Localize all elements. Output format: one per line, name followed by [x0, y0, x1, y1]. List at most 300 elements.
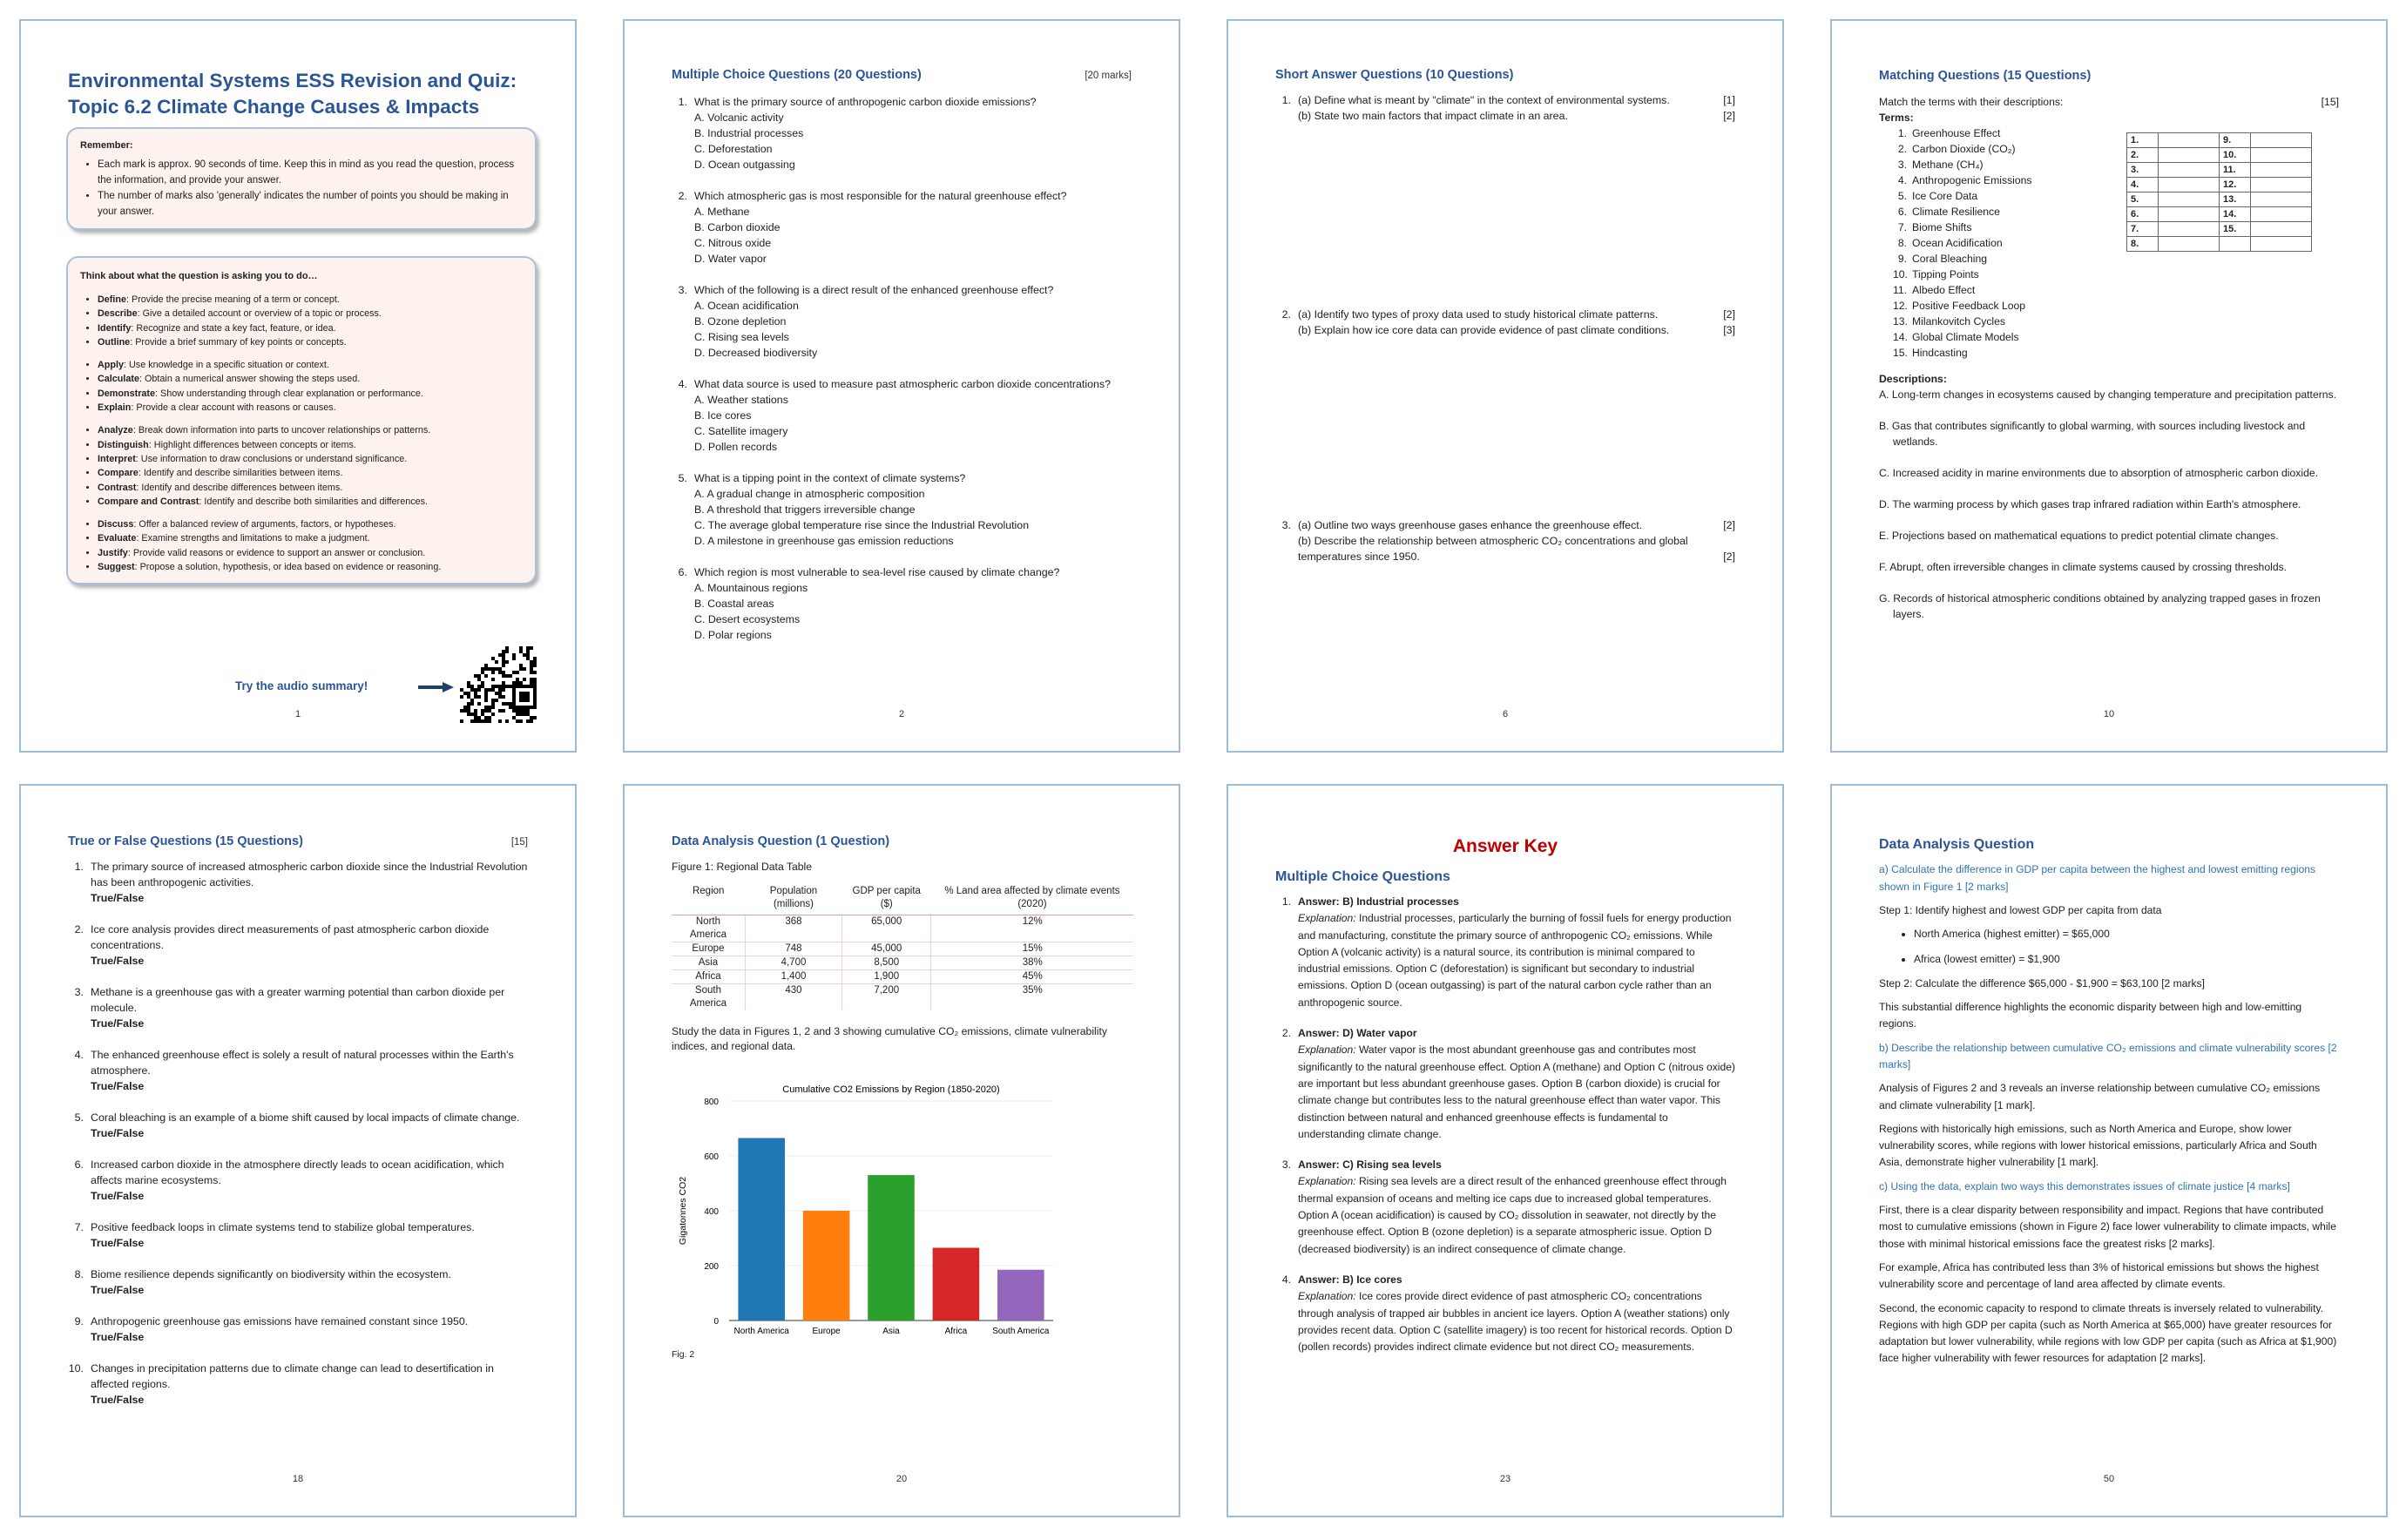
- explanation-text: Ice cores provide direct evidence of past atmospheric CO₂ concentrations through analysis of trapped air bubbles in ancient ice layers. Option A (weather stations) only provides recent data. Option C (satellite imagery) is too recent for historical records. Option D (pollen records) provides indirect climate evidence but not direct CO₂ measurements.: [1298, 1290, 1733, 1354]
- marks-label: [15]: [2321, 96, 2339, 108]
- question-part-text: (b) Explain how ice core data can provide evidence of past climate conditions.: [1298, 324, 1670, 336]
- answer-item: [1275, 894, 1735, 1011]
- bar-asia: [868, 1175, 915, 1320]
- question-part-text: (a) Outline two ways greenhouse gases enhance the greenhouse effect.: [1298, 519, 1643, 531]
- answer-number: 3.: [1281, 1158, 1291, 1172]
- explanation-label: Explanation:: [1298, 1044, 1356, 1057]
- answer-option[interactable]: A. Methane: [694, 206, 750, 218]
- table-header-row: [672, 881, 1133, 915]
- answer-option[interactable]: D. A milestone in greenhouse gas emission reductions: [694, 535, 954, 547]
- question-number: 1.: [74, 861, 84, 873]
- answer-item: [1275, 1025, 1735, 1143]
- explanation-label: Explanation:: [1298, 1290, 1356, 1303]
- table-row: [672, 970, 1133, 984]
- question-part: [1298, 533, 1735, 564]
- paragraph: Analysis of Figures 2 and 3 reveals an inverse relationship between cumulative CO₂ emissions and climate vulnerability [1 mark].: [1879, 1082, 2321, 1111]
- question-part-text: (b) Describe the relationship between atmospheric CO₂ concentrations and global temperatures since 1950.: [1298, 535, 1688, 563]
- answer-grid-cell[interactable]: [2251, 133, 2312, 148]
- question-part-marks: [3]: [1723, 324, 1735, 336]
- answer-option[interactable]: C. Deforestation: [694, 143, 773, 155]
- command-term-name: Evaluate: [98, 533, 137, 544]
- command-term-name: Interpret: [98, 453, 136, 464]
- answer-option[interactable]: D. Polar regions: [694, 629, 772, 641]
- term-number: 13.: [1893, 315, 1908, 328]
- answer-item: [1275, 1272, 1735, 1355]
- spacer: [98, 415, 523, 423]
- answer-option[interactable]: C. Satellite imagery: [694, 425, 788, 437]
- page-number: 10: [2103, 709, 2115, 719]
- command-term-name: Discuss: [98, 519, 134, 530]
- figure-label: Fig. 2: [672, 1349, 695, 1360]
- table-cell: 7,200: [842, 984, 931, 1011]
- question-item: [672, 282, 1132, 361]
- question-part: [1298, 322, 1735, 338]
- answer-grid-cell: 1.: [2127, 133, 2159, 148]
- answer-option[interactable]: D. Pollen records: [694, 441, 778, 453]
- question-a: a) Calculate the difference in GDP per capita between the highest and lowest emitting regions shown in Figure 1 [2 marks]: [1879, 863, 2316, 893]
- question-number: 2.: [678, 190, 687, 202]
- command-term-name: Explain: [98, 402, 132, 414]
- description-item: D. The warming process by which gases trap infrared radiation within Earth's atmosphere.: [1879, 498, 2301, 510]
- command-term-definition: Give a detailed account or overview of a topic or process.: [142, 308, 382, 320]
- term-text: Albedo Effect: [1912, 284, 1976, 296]
- term-number: 9.: [1897, 253, 1907, 265]
- page-number: 20: [895, 1474, 908, 1484]
- true-false-label[interactable]: True/False: [91, 955, 145, 967]
- answer-grid-cell: 15.: [2220, 222, 2251, 237]
- question-text: Which atmospheric gas is most responsible for the natural greenhouse effect?: [694, 190, 1067, 202]
- answer-explanation: [1298, 1042, 1735, 1143]
- true-false-item: [68, 1219, 528, 1251]
- answer-option[interactable]: D. Decreased biodiversity: [694, 347, 818, 359]
- page-1: [19, 19, 577, 753]
- answer-grid-cell[interactable]: [2251, 222, 2312, 237]
- short-answer-question: [1275, 92, 1735, 124]
- answer-option[interactable]: A. Volcanic activity: [694, 111, 784, 124]
- command-term-item: • Define: Provide the precise meaning of a term or concept.: [98, 293, 523, 307]
- true-false-item: [68, 1266, 528, 1298]
- command-term-name: Suggest: [98, 562, 135, 573]
- page-number: 50: [2103, 1474, 2115, 1484]
- section-heading: Short Answer Questions (10 Questions): [1275, 68, 1514, 82]
- true-false-label[interactable]: True/False: [91, 1127, 145, 1139]
- answer-option[interactable]: A. A gradual change in atmospheric composition: [694, 488, 925, 500]
- term-text: Greenhouse Effect: [1912, 127, 2001, 139]
- command-term-name: Describe: [98, 308, 138, 320]
- term-number: 12.: [1893, 300, 1908, 312]
- question-number: 9.: [74, 1315, 84, 1327]
- answer-option[interactable]: B. Ice cores: [694, 409, 752, 422]
- true-false-label[interactable]: True/False: [91, 1284, 145, 1296]
- term-item: [1893, 282, 2339, 298]
- question-item: [672, 564, 1132, 643]
- answer-grid-cell[interactable]: [2159, 163, 2220, 178]
- answer-heading: Answer: B) Industrial processes: [1298, 895, 1459, 908]
- descriptions-heading: Descriptions:: [1879, 373, 1947, 385]
- spacer: [98, 349, 523, 358]
- bullet-item: • Africa (lowest emitter) = $1,900: [1914, 951, 2339, 968]
- short-answer-list: [1275, 82, 1735, 570]
- command-term-definition: Use knowledge in a specific situation or context.: [129, 360, 329, 371]
- answer-grid-cell[interactable]: [2251, 148, 2312, 163]
- command-term-definition: Identify and describe differences between items.: [141, 482, 343, 493]
- term-text: Anthropogenic Emissions: [1912, 174, 2032, 186]
- paragraph: Regions with historically high emissions, such as North America and Europe, show lower vulnerability scores, while regions with lower historical emissions, particularly Africa and South Asia, demonstrate higher vulnerability [1 mark].: [1879, 1122, 2317, 1169]
- command-term-item: • Distinguish: Highlight differences between concepts or items.: [98, 438, 523, 452]
- answer-key-title: Answer Key: [1452, 836, 1558, 856]
- spacer: [98, 509, 523, 517]
- command-term-definition: Offer a balanced review of arguments, factors, or hypotheses.: [139, 519, 396, 530]
- command-term-name: Define: [98, 294, 126, 305]
- term-item: [1893, 251, 2339, 267]
- statement-text: Methane is a greenhouse gas with a greater warming potential than carbon dioxide per molecule.: [91, 986, 505, 1014]
- audio-summary-label: Try the audio summary!: [235, 679, 368, 692]
- term-item: [1893, 329, 2339, 345]
- term-number: 4.: [1897, 174, 1907, 186]
- command-term-definition: Provide valid reasons or evidence to support an answer or conclusion.: [132, 547, 426, 558]
- answer-option[interactable]: D. Ocean outgassing: [694, 159, 795, 171]
- command-term-item: • Outline: Provide a brief summary of key points or concepts.: [98, 335, 523, 349]
- table-cell: 45%: [931, 970, 1133, 984]
- answer-explanation: [1298, 1288, 1735, 1355]
- command-term-definition: Identify and describe both similarities and differences.: [204, 496, 429, 507]
- short-answer-question: [1275, 307, 1735, 338]
- statement-text: Positive feedback loops in climate systems tend to stabilize global temperatures.: [91, 1221, 475, 1233]
- question-text: What is a tipping point in the context of climate systems?: [694, 472, 966, 484]
- answer-explanation: [1298, 1173, 1735, 1257]
- question-number: 5.: [678, 472, 687, 484]
- answer-grid-cell[interactable]: [2159, 237, 2220, 252]
- page-50: [1830, 784, 2388, 1517]
- command-term-item: • Evaluate: Examine strengths and limitations to make a judgment.: [98, 531, 523, 545]
- document-title: Environmental Systems ESS Revision and Quiz: Topic 6.2 Climate Change Causes & Impacts: [68, 70, 517, 118]
- command-term-name: Identify: [98, 322, 132, 334]
- term-text: Ocean Acidification: [1912, 237, 2003, 249]
- answer-grid-cell[interactable]: [2159, 133, 2220, 148]
- table-cell: Africa: [672, 970, 745, 984]
- command-terms-heading: Think about what the question is asking you to do…: [80, 271, 318, 281]
- answer-grid-cell[interactable]: [2251, 237, 2312, 252]
- true-false-label[interactable]: True/False: [91, 1331, 145, 1343]
- question-part-marks: [1]: [1723, 94, 1735, 106]
- term-text: Positive Feedback Loop: [1912, 300, 2026, 312]
- term-text: Ice Core Data: [1912, 190, 1978, 202]
- answer-grid-cell: 11.: [2220, 163, 2251, 178]
- description-item: C. Increased acidity in marine environments due to absorption of atmospheric carbon dioxide.: [1879, 467, 2319, 479]
- true-false-label[interactable]: True/False: [91, 1190, 145, 1202]
- command-term-item: • Compare and Contrast: Identify and describe both similarities and differences.: [98, 495, 523, 509]
- question-text: Which of the following is a direct result of the enhanced greenhouse effect?: [694, 284, 1054, 296]
- command-term-item: • Explain: Provide a clear account with reasons or causes.: [98, 401, 523, 415]
- answer-grid-cell[interactable]: [2251, 192, 2312, 207]
- section-heading: True or False Questions (15 Questions): [68, 834, 303, 848]
- question-part-marks: [2]: [1723, 110, 1735, 122]
- true-false-item: [68, 984, 528, 1031]
- y-tick-label: 0: [713, 1317, 719, 1327]
- term-text: Coral Bleaching: [1912, 253, 1988, 265]
- true-false-list: [68, 859, 528, 1408]
- description-item: F. Abrupt, often irreversible changes in climate systems caused by crossing thresholds.: [1879, 561, 2288, 573]
- question-item: [672, 94, 1132, 172]
- term-number: 15.: [1893, 347, 1908, 359]
- question-part-text: (a) Define what is meant by "climate" in the context of environmental systems.: [1298, 94, 1670, 106]
- bullet-item: • North America (highest emitter) = $65,000: [1914, 926, 2339, 942]
- question-number: 4.: [74, 1049, 84, 1061]
- question-part-text: (b) State two main factors that impact climate in an area.: [1298, 110, 1568, 122]
- question-number: 6.: [678, 566, 687, 578]
- section-heading: Multiple Choice Questions: [1275, 869, 1450, 884]
- command-term-item: • Interpret: Use information to draw conclusions or understand significance.: [98, 452, 523, 466]
- table-cell: 4,700: [745, 956, 841, 970]
- term-text: Methane (CH₄): [1912, 159, 1984, 171]
- term-number: 11.: [1893, 284, 1908, 296]
- answer-number: 4.: [1281, 1273, 1291, 1286]
- matching-intro: Match the terms with their descriptions:: [1879, 96, 2064, 108]
- question-item: [672, 188, 1132, 267]
- short-answer-question: [1275, 517, 1735, 564]
- question-c: c) Using the data, explain two ways this demonstrates issues of climate justice [4 marks]: [1879, 1179, 2290, 1192]
- answer-option[interactable]: C. Nitrous oxide: [694, 237, 772, 249]
- chart-title: Cumulative CO2 Emissions by Region (1850-2020): [782, 1084, 1000, 1095]
- table-cell: 15%: [931, 942, 1133, 956]
- page-2: [623, 19, 1180, 753]
- answer-grid-cell: 2.: [2127, 148, 2159, 163]
- answer-grid-cell: 10.: [2220, 148, 2251, 163]
- true-false-item: [68, 1157, 528, 1204]
- command-term-item: • Analyze: Break down information into parts to uncover relationships or patterns.: [98, 423, 523, 437]
- command-term-name: Compare and Contrast: [98, 496, 199, 507]
- descriptions-list: [1879, 387, 2339, 622]
- answer-grid: [2126, 132, 2312, 252]
- remember-item: • Each mark is approx. 90 seconds of time. Keep this in mind as you read the question, process the information, and provide your answer.: [98, 157, 523, 188]
- table-cell: 1,900: [842, 970, 931, 984]
- command-term-item: • Contrast: Identify and describe differences between items.: [98, 481, 523, 495]
- y-tick-label: 800: [704, 1098, 719, 1107]
- answer-grid-cell: 7.: [2127, 222, 2159, 237]
- true-false-label[interactable]: True/False: [91, 892, 145, 904]
- answer-option[interactable]: B. Industrial processes: [694, 127, 804, 139]
- question-part-text: (a) Identify two types of proxy data used to study historical climate patterns.: [1298, 308, 1659, 321]
- explanation-text: Water vapor is the most abundant greenhouse gas and contributes most significantly to the natural greenhouse effect. Option A (methane) and Option C (nitrous oxide) are important but less abundant greenhouse gases. Option B (carbon dioxide) is crucial for climate change but contributes less to the natural greenhouse effect than water vapor. This distinction between natural and enhanced greenhouse effects is fundamental to understanding climate change.: [1298, 1044, 1735, 1140]
- statement-text: Ice core analysis provides direct measurements of past atmospheric carbon dioxide concentrations.: [91, 923, 490, 951]
- page-number: 6: [1502, 709, 1509, 719]
- true-false-label[interactable]: True/False: [91, 1017, 145, 1030]
- question-number: 10.: [68, 1362, 84, 1375]
- x-tick-label: Europe: [812, 1327, 841, 1336]
- command-term-definition: Provide the precise meaning of a term or concept.: [132, 294, 340, 305]
- term-number: 10.: [1893, 268, 1908, 280]
- term-number: 2.: [1897, 143, 1907, 155]
- x-tick-label: South America: [992, 1327, 1050, 1336]
- explanation-text: Rising sea levels are a direct result of the enhanced greenhouse effect through thermal expansion of oceans and melting ice caps due to increased global temperatures. Option A (ocean acidification) is caused by CO₂ dissolution in seawater, not directly by the greenhouse effect. Option B (ozone depletion) is a separate atmospheric issue. Option D (decreased biodiversity) is an indirect consequence of climate change.: [1298, 1175, 1727, 1255]
- y-tick-label: 200: [704, 1262, 719, 1272]
- command-terms-list: [80, 293, 523, 574]
- answer-grid-cell[interactable]: [2159, 192, 2220, 207]
- question-text: What is the primary source of anthropogenic carbon dioxide emissions?: [694, 96, 1037, 108]
- question-number: 5.: [74, 1111, 84, 1124]
- term-text: Tipping Points: [1912, 268, 1979, 280]
- table-cell: 1,400: [745, 970, 841, 984]
- answer-number: 2.: [1281, 1027, 1291, 1040]
- paragraph: For example, Africa has contributed less than 3% of historical emissions but shows the highest vulnerability score and percentage of land area affected by climate events.: [1879, 1260, 2319, 1291]
- answer-option[interactable]: C. Rising sea levels: [694, 331, 789, 343]
- command-term-item: • Justify: Provide valid reasons or evidence to support an answer or conclusion.: [98, 546, 523, 560]
- answer-option[interactable]: B. Carbon dioxide: [694, 221, 781, 233]
- question-number: 8.: [74, 1268, 84, 1280]
- command-term-definition: Provide a clear account with reasons or causes.: [136, 402, 336, 414]
- answer-heading: Answer: D) Water vapor: [1298, 1027, 1417, 1040]
- command-term-name: Distinguish: [98, 439, 149, 450]
- question-b: b) Describe the relationship between cumulative CO₂ emissions and climate vulnerability scores [2 marks]: [1879, 1041, 2337, 1071]
- answer-option[interactable]: A. Mountainous regions: [694, 582, 808, 594]
- term-item: [1893, 298, 2339, 314]
- command-term-name: Outline: [98, 336, 131, 348]
- command-term-definition: Propose a solution, hypothesis, or idea based on evidence or reasoning.: [139, 562, 442, 573]
- arrow-right-icon: [416, 681, 456, 693]
- term-number: 6.: [1897, 206, 1907, 218]
- table-cell: 8,500: [842, 956, 931, 970]
- answer-grid-cell[interactable]: [2159, 207, 2220, 222]
- page-10: [1830, 19, 2388, 753]
- command-term-name: Compare: [98, 468, 139, 479]
- question-number: 1.: [1281, 94, 1291, 106]
- marks-label: [15]: [510, 837, 528, 848]
- table-header-cell: % Land area affected by climate events (2020): [931, 881, 1133, 915]
- true-false-item: [68, 859, 528, 906]
- terms-heading: Terms:: [1879, 111, 1914, 124]
- table-cell: 12%: [931, 915, 1133, 942]
- term-number: 7.: [1897, 221, 1907, 233]
- statement-text: The enhanced greenhouse effect is solely a result of natural processes within the Earth's atmosphere.: [91, 1049, 514, 1077]
- command-term-item: • Calculate: Obtain a numerical answer showing the steps used.: [98, 372, 523, 386]
- description-item: A. Long-term changes in ecosystems caused by changing temperature and precipitation patterns.: [1879, 388, 2337, 401]
- table-cell: 748: [745, 942, 841, 956]
- term-text: Global Climate Models: [1912, 331, 2019, 343]
- table-row: [672, 942, 1133, 956]
- question-number: 1.: [678, 96, 687, 108]
- term-number: 1.: [1897, 127, 1907, 139]
- true-false-label[interactable]: True/False: [91, 1394, 145, 1406]
- page-20: [623, 784, 1180, 1517]
- table-cell: Europe: [672, 942, 745, 956]
- y-axis-label: Gigatonnes CO2: [678, 1176, 688, 1246]
- question-part: [1298, 92, 1735, 108]
- answer-option[interactable]: C. The average global temperature rise since the Industrial Revolution: [694, 519, 1030, 531]
- answer-heading: Answer: C) Rising sea levels: [1298, 1158, 1442, 1172]
- command-term-item: • Identify: Recognize and state a key fact, feature, or idea.: [98, 321, 523, 335]
- answer-grid-cell: 9.: [2220, 133, 2251, 148]
- term-item: [1893, 267, 2339, 282]
- remember-heading: Remember:: [80, 140, 133, 151]
- description-item: B. Gas that contributes significantly to global warming, with sources including livestock and wetlands.: [1879, 420, 2306, 448]
- answer-explanation: [1298, 910, 1735, 1011]
- command-term-definition: Recognize and state a key fact, feature, or idea.: [136, 322, 336, 334]
- question-number: 2.: [74, 923, 84, 935]
- true-false-label[interactable]: True/False: [91, 1237, 145, 1249]
- section-heading: Data Analysis Question (1 Question): [672, 834, 890, 848]
- question-number: 3.: [1281, 519, 1291, 531]
- command-term-item: • Apply: Use knowledge in a specific situation or context.: [98, 358, 523, 372]
- statement-text: The primary source of increased atmospheric carbon dioxide since the Industrial Revolution has been anthropogenic activities.: [91, 861, 528, 888]
- table-header-cell: Region: [672, 881, 745, 915]
- description-item: G. Records of historical atmospheric conditions obtained by analyzing trapped gases in frozen layers.: [1879, 592, 2321, 620]
- command-term-definition: Highlight differences between concepts or items.: [153, 439, 356, 450]
- answer-option[interactable]: C. Desert ecosystems: [694, 613, 801, 625]
- answer-grid-cell[interactable]: [2159, 222, 2220, 237]
- answer-option[interactable]: B. Coastal areas: [694, 598, 774, 610]
- term-number: 3.: [1897, 159, 1907, 171]
- remember-box: [66, 127, 537, 230]
- term-text: Hindcasting: [1912, 347, 1968, 359]
- answer-option[interactable]: A. Weather stations: [694, 394, 788, 406]
- question-text: Which region is most vulnerable to sea-level rise caused by climate change?: [694, 566, 1060, 578]
- answer-grid-cell: [2220, 237, 2251, 252]
- command-term-definition: Provide a brief summary of key points or concepts.: [135, 336, 347, 348]
- true-false-label[interactable]: True/False: [91, 1080, 145, 1092]
- paragraph: Second, the economic capacity to respond to climate threats is inversely related to vulnerability. Regions with high GDP per capita (such as North America at $65,000) have greater resources for adaptation but lower vulnerability, while regions with low GDP per capita (such as Africa at $1,900) face higher vulnerability with fewer resources for adaptation [2 marks].: [1879, 1301, 2337, 1365]
- answer-grid-cell: 5.: [2127, 192, 2159, 207]
- command-term-item: • Compare: Identify and describe similarities between items.: [98, 466, 523, 480]
- term-item: [1893, 314, 2339, 329]
- section-heading: Matching Questions (15 Questions): [1879, 69, 2092, 83]
- answer-grid-cell[interactable]: [2251, 207, 2312, 222]
- statement-text: Anthropogenic greenhouse gas emissions have remained constant since 1950.: [91, 1315, 469, 1327]
- command-term-item: • Discuss: Offer a balanced review of arguments, factors, or hypotheses.: [98, 517, 523, 531]
- regional-data-table: [672, 881, 1133, 1010]
- command-term-definition: Identify and describe similarities between items.: [143, 468, 343, 479]
- answer-option[interactable]: B. Ozone depletion: [694, 315, 787, 328]
- explanation-label: Explanation:: [1298, 1175, 1356, 1188]
- explanation-label: Explanation:: [1298, 912, 1356, 925]
- answer-grid-cell: 12.: [2220, 178, 2251, 192]
- paragraph: This substantial difference highlights the economic disparity between high and low-emitting regions.: [1879, 1001, 2302, 1030]
- question-number: 3.: [74, 986, 84, 998]
- command-term-definition: Break down information into parts to uncover relationships or patterns.: [138, 425, 431, 436]
- term-number: 14.: [1893, 331, 1908, 343]
- step-one: Step 1: Identify highest and lowest GDP per capita from data: [1879, 903, 2162, 916]
- answer-grid-cell[interactable]: [2251, 178, 2312, 192]
- question-number: 6.: [74, 1158, 84, 1171]
- answer-option[interactable]: A. Ocean acidification: [694, 300, 799, 312]
- figure-caption: Figure 1: Regional Data Table: [672, 861, 813, 873]
- answer-option[interactable]: B. A threshold that triggers irreversible change: [694, 503, 916, 516]
- question-number: 2.: [1281, 308, 1291, 321]
- question-part: [1298, 517, 1735, 533]
- section-heading: Multiple Choice Questions (20 Questions): [672, 68, 922, 82]
- statement-text: Increased carbon dioxide in the atmosphere directly leads to ocean acidification, which affects marine ecosystems.: [91, 1158, 504, 1186]
- answer-grid-cell: 14.: [2220, 207, 2251, 222]
- page-number: 1: [294, 709, 301, 719]
- term-text: Carbon Dioxide (CO₂): [1912, 143, 2016, 155]
- table-row: [672, 915, 1133, 942]
- term-text: Climate Resilience: [1912, 206, 2000, 218]
- command-term-definition: Use information to draw conclusions or understand significance.: [140, 453, 408, 464]
- answer-option[interactable]: D. Water vapor: [694, 253, 767, 265]
- bar-europe: [803, 1211, 850, 1320]
- y-tick-label: 600: [704, 1152, 719, 1162]
- command-term-item: • Demonstrate: Show understanding through clear explanation or performance.: [98, 387, 523, 401]
- question-item: [672, 470, 1132, 549]
- true-false-item: [68, 1361, 528, 1408]
- x-tick-label: North America: [733, 1327, 789, 1336]
- answer-grid-cell[interactable]: [2159, 148, 2220, 163]
- x-tick-label: Asia: [882, 1327, 900, 1336]
- statement-text: Coral bleaching is an example of a biome shift caused by local impacts of climate change.: [91, 1111, 520, 1124]
- answer-grid-cell[interactable]: [2251, 163, 2312, 178]
- page-6: [1227, 19, 1784, 753]
- table-header-cell: GDP per capita ($): [842, 881, 931, 915]
- answer-grid-cell[interactable]: [2159, 178, 2220, 192]
